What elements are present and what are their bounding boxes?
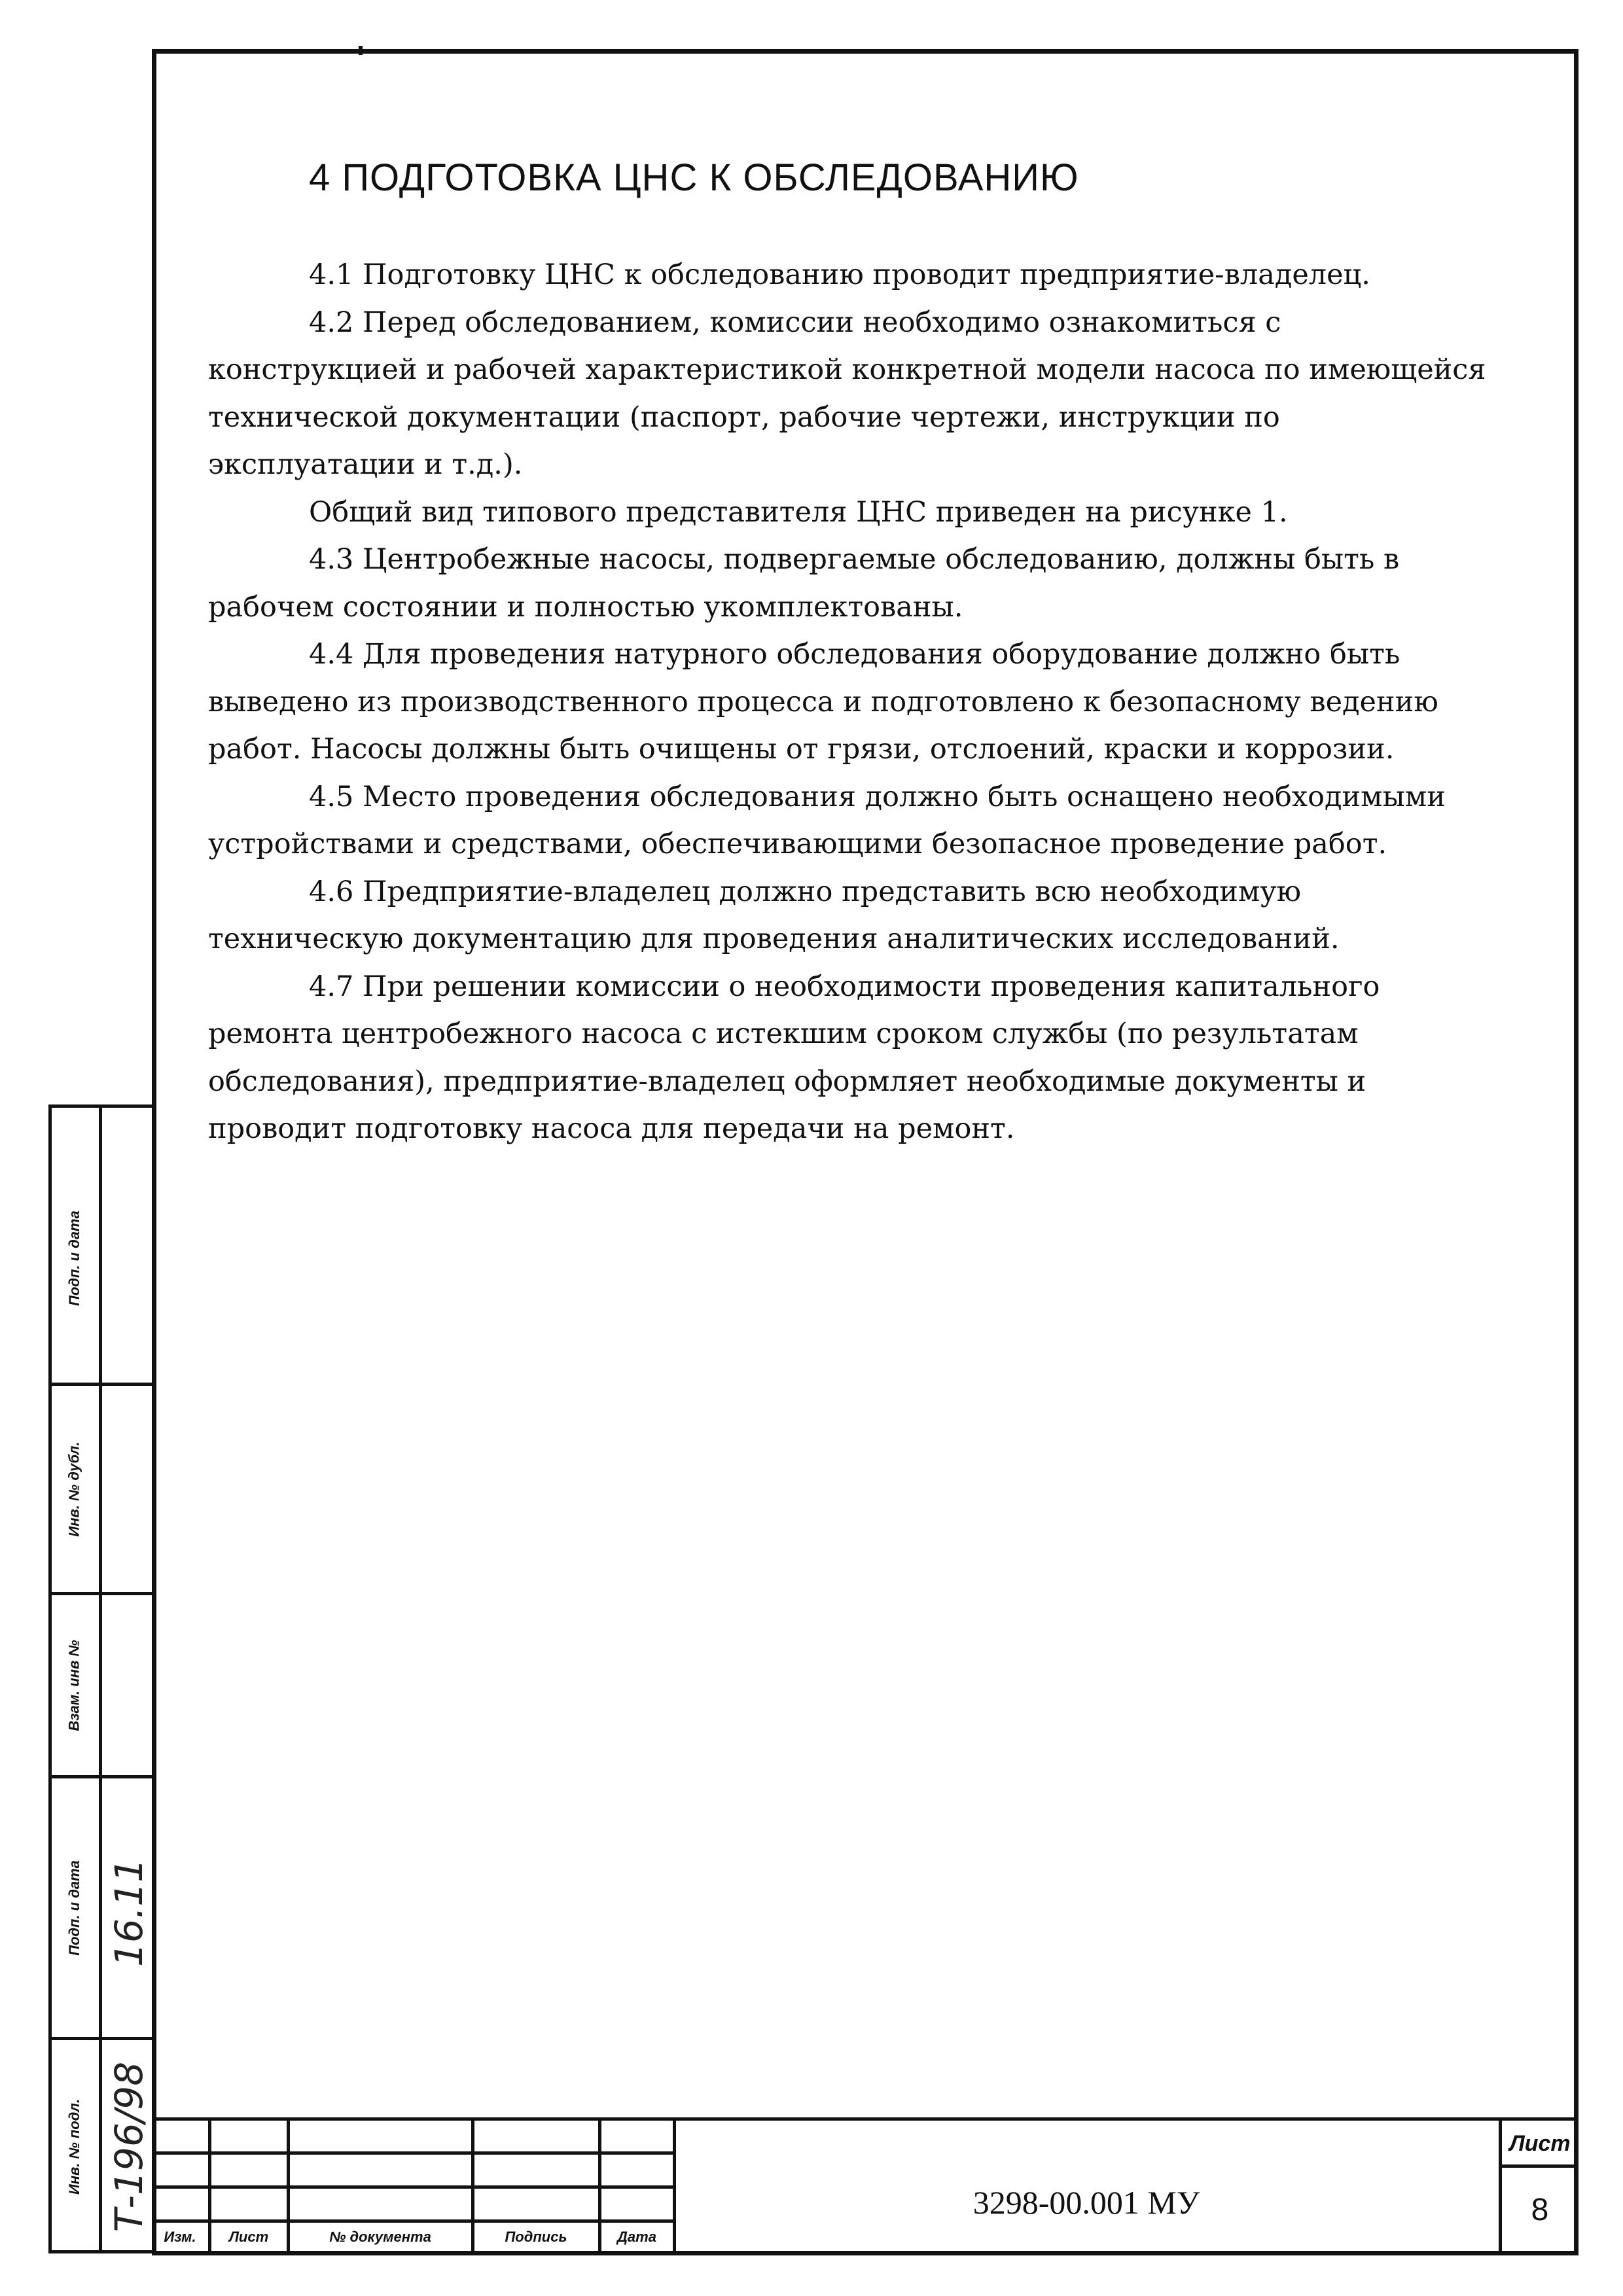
left-stamp: [48, 1104, 152, 2253]
column-date: Дата: [617, 2229, 656, 2245]
sheet-label: Лист: [1509, 2130, 1571, 2156]
frame-tick: [359, 46, 363, 55]
body-text: [208, 251, 1491, 1153]
section-heading: 4 ПОДГОТОВКА ЦНС К ОБСЛЕДОВАНИЮ: [309, 156, 1079, 199]
column-signature: Подпись: [505, 2229, 567, 2245]
sheet-number: 8: [1531, 2192, 1549, 2227]
paragraph-4-3: 4.3 Центробежные насосы, подвергаемые обследованию, должны быть в рабочем состоянии и полностью укомплектованы.: [208, 543, 1400, 624]
title-block-top-line: [152, 2117, 1578, 2121]
stamp-divider: [99, 1108, 102, 2250]
paragraph-4-4: 4.4 Для проведения натурного обследования оборудование должно быть выведено из производственного процесса и подготовлено к безопасному ведению работ. Насосы должны быть очищены от грязи, отслоений, краски и коррозии.: [208, 638, 1438, 766]
stamp-label-dup-inventory: Инв. № дубл.: [66, 1441, 82, 1537]
paragraph-figure-ref: Общий вид типового представителя ЦНС приведен на рисунке 1.: [309, 495, 1288, 529]
stamp-signature-date: 16.11: [107, 1858, 152, 1968]
document-code: 3298-00.001 МУ: [972, 2184, 1200, 2221]
column-document-number: № документа: [329, 2229, 431, 2245]
stamp-label-original-inventory: Инв. № подл.: [66, 2098, 83, 2195]
stamp-inventory-number: Т-196/98: [107, 2061, 151, 2233]
paragraph-4-6: 4.6 Предприятие-владелец должно представить всю необходимую техническую документацию для проведения аналитических исследований.: [208, 875, 1340, 955]
paragraph-4-1: 4.1 Подготовку ЦНС к обследованию проводит предприятие-владелец.: [309, 258, 1370, 291]
paragraph-4-2: 4.2 Перед обследованием, комиссии необходимо ознакомиться с конструкцией и рабочей характеристикой конкретной модели насоса по имеющейся технической документации (паспорт, рабочие чертежи, инструкции по эксплуатации и т.д.).: [208, 306, 1486, 481]
stamp-label-replacement-inventory: Взам. инв №: [66, 1639, 82, 1731]
paragraph-4-5: 4.5 Место проведения обследования должно быть оснащено необходимыми устройствами и средствами, обеспечивающими безопасное проведение работ.: [208, 780, 1446, 860]
stamp-label-sign-date-original: Подп. и дата: [66, 1860, 82, 1956]
stamp-label-sign-date: Подп. и дата: [66, 1210, 82, 1306]
column-sheet: Лист: [228, 2229, 269, 2245]
title-block: [152, 2117, 1578, 2255]
title-block-row-line: [152, 2151, 673, 2155]
paragraph-4-7: 4.7 При решении комиссии о необходимости проведения капитального ремонта центробежного насоса с истекшим сроком службы (по результатам обследования), предприятие-владелец оформляет необходимые документы и проводит подготовку насоса для передачи на ремонт.: [208, 970, 1380, 1145]
column-change: Изм.: [164, 2229, 196, 2245]
title-block-row-line: [152, 2185, 673, 2189]
